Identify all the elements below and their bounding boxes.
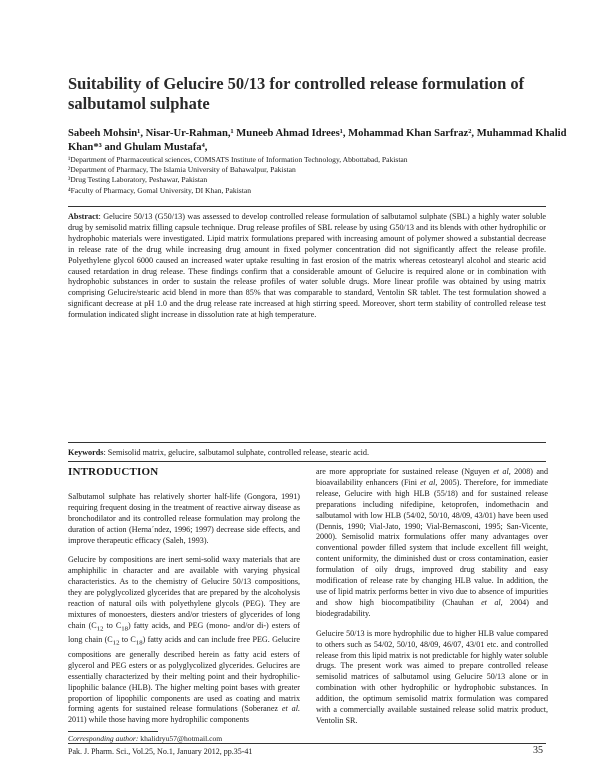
- journal-citation: Pak. J. Pharm. Sci., Vol.25, No.1, January 2012, pp.35-41: [68, 747, 253, 756]
- keywords: [68, 447, 546, 458]
- abstract-top-rule: [68, 206, 546, 207]
- paper-title: Suitability of Gelucire 50/13 for controlled release formulation of salbutamol sulphate: [68, 74, 525, 113]
- left-column: [68, 467, 300, 735]
- keywords-text: : Semisolid matrix, gelucire, salbutamol sulphate, controlled release, stearic acid.: [103, 448, 370, 457]
- author-list: Sabeeh Mohsin¹, Nisar-Ur-Rahman,¹ Muneeb Ahmad Idrees¹, Mohammad Khan Sarfraz², Muhammad Khalid Khan*³ and Ghulam Mustafa⁴,: [68, 128, 567, 153]
- abstract-text: : Gelucire 50/13 (G50/13) was assessed to develop controlled release formulation of salbutamol sulphate (SBL) a highly water soluble drug by semisolid matrix filling capsule technique. Drug release profiles of SBL release by using G50/13 and its blends with other hydrophilic or hydrophobic materials were investigated. Lipid matrix formulations prepared with increasing amount of polymer showed a substantial decrease in release rate of the drug while increasing drug amount in fixed polymer concentration did not significantly affect the release profile. Polyethylene glycol 6000 caused an increased water uptake resulting in fast erosion of the matrix whereas cetostearyl alcohol and stearic acid caused retardation in drug release. These findings confirm that a considerable amount of Gelucire is required alone or in combination with hydrophobic substances in order to sustain the release profiles of water soluble drugs. More linear profile was obtained by using matrix comprising Gelucire/stearic acid blend in more than 85% that was comparable to standard, Ventolin SR tablet. The test formulation showed a significant decrease at pH 1.0 and the drug release rate increased at high stirring speed. Moreover, short term stability of controlled release test formulation indicated slight increase in dissolution rate at high temperature.: [68, 212, 546, 320]
- corresponding-label: Corresponding author:: [68, 734, 139, 743]
- section-heading: INTRODUCTION: [68, 466, 159, 478]
- keywords-label: Keywords: [68, 448, 104, 457]
- keywords-rule: [68, 442, 546, 443]
- affiliation-2: ²Department of Pharmacy, The Islamia University of Bahawalpur, Pakistan: [68, 165, 296, 175]
- affiliations: [68, 155, 568, 196]
- keywords-bottom-rule: [68, 461, 546, 462]
- intro-paragraph-2: Gelucire by compositions are inert semi-solid waxy materials that are amphiphilic in character and are available with varying physical characteristics. As to the chemistry of Gelucire 50/13 compositions, they are polyglycolized glycerides that are prepared by the alcoholysis reaction of natural oils with polyethylene glycols (PEG). They are mixtures of monoesters, diesters and/or triesters of glycerides of long chain ($C_{12}$ to $C_{18}$) fatty acids, and PEG (mono- and/or di-) esters of long chain ($C_{12}$ to $C_{18}$) fatty acids and can include free PEG. Gelucire compositions are generally described herein as fatty acid esters of glycerol and PEG esters or as polyglycolized glycerides. Gelucires are essentially characterized by their melting point and their hydrophilic-lipophilic balance (HLB). The higher melting point bases with greater proportion of lipophilic components are used as coating and matrix forming agents for sustained release formulations (Soberanez et al. 2011) while those having more hydrophilic components: [68, 555, 300, 725]
- intro-paragraph-1: Salbutamol sulphate has relatively shorter half-life (Gongora, 1991) requiring frequent dosing in the treatment of reactive airway disease as bronchodilator and its controlled release formulation may prolong the duration of action (Herna´ndez, 1996; 1997) decrease side effects, and improve therapeutic efficacy (Saleh, 1993).: [68, 491, 300, 545]
- intro-paragraph-4: Gelucire 50/13 is more hydrophilic due to higher HLB value compared to others such as 54/02, 50/10, 48/09, 46/07, 43/01 etc. and controlled release from this lipid matrix is not predictable for highly water soluble drugs. The present work was aimed to prepare controlled release semisolid matrices of salbutamol using Gelucire 50/13 alone or in combination with other hydrophilic or hydrophobic substances. In addition, the optimum semisolid matrix formulation was compared with a commercially available sustained release solid matrix product, Ventolin SR.: [316, 628, 548, 725]
- abstract: [68, 212, 546, 321]
- footer-rule: [68, 743, 546, 744]
- affiliation-3: ³Drug Testing Laboratory, Peshawar, Pakistan: [68, 175, 208, 185]
- footnote-rule: [68, 731, 158, 732]
- corresponding-email: khalidryu57@hotmail.com: [138, 734, 223, 743]
- intro-paragraph-3: are more appropriate for sustained release (Nguyen et al, 2008) and bioavailability enhancers (Fini et al, 2005). Therefore, for immediate release, Gelucire with high HLB (55/18) and for sustained release preparations including nifedipine, ketoprofen, indomethacin and salbutamol with low HLB (54/02, 50/10, 48/09, 43/01) have been used (Dennis, 1990; Vial-Jato, 1990; Vial-Bernasconi, 1995; San-Vicente, 2000). Semisolid matrix formulations offer many advantages over conventional powder filled system that include excellent fill weight, content uniformity, the diminished dust or cross contamination, easier formulation of oily drugs, improved drug stability and easy modification of release rate by changing HLB value. In addition, the use of lipid matrix performs better in vivo due to absence of impurities and show high biocompatibility (Chauhan et al, 2004) and biodegradability.: [316, 467, 549, 618]
- affiliation-1: ¹Department of Pharmaceutical sciences, COMSATS Institute of Information Technology, Abbottabad, Pakistan: [68, 155, 408, 164]
- page-number: 35: [533, 745, 543, 756]
- affiliation-4: ⁴Faculty of Pharmacy, Gomal University, DI Khan, Pakistan: [68, 185, 252, 195]
- right-column: [316, 467, 548, 736]
- abstract-label: Abstract: [68, 212, 99, 221]
